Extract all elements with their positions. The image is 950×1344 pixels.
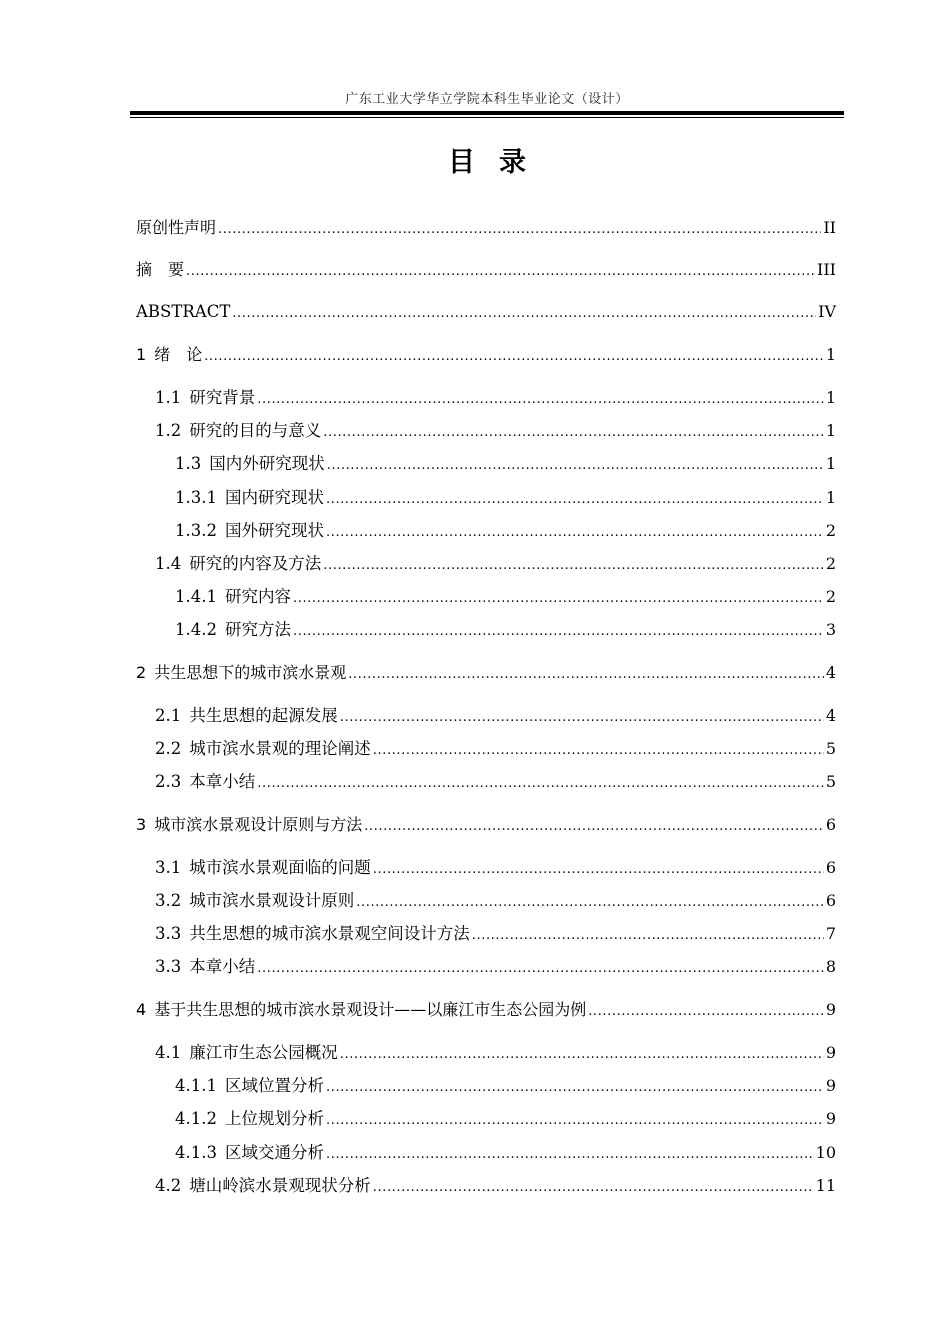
- toc-entry-number: 3.2: [155, 891, 182, 910]
- toc-entry-3-2[interactable]: [155, 890, 836, 914]
- toc-entry-number: 1.3: [175, 454, 202, 473]
- toc-leader-dots: [293, 621, 824, 643]
- toc-entry-chapter-2[interactable]: [136, 662, 836, 686]
- toc-leader-dots: [232, 303, 816, 325]
- toc-entry-page: 3: [825, 620, 836, 639]
- toc-entry-text: 本章小结: [189, 772, 256, 791]
- toc-entry-number: 1.3.1: [175, 488, 217, 507]
- toc-entry-page: 6: [825, 858, 836, 877]
- toc-entry-text: 城市滨水景观设计原则与方法: [154, 815, 363, 834]
- toc-entry-text: 绪 论: [154, 345, 203, 364]
- toc-entry-page: 8: [825, 957, 836, 976]
- toc-entry-number: 4.1.2: [175, 1109, 217, 1128]
- toc-leader-dots: [257, 389, 824, 411]
- toc-entry-number: 2.3: [155, 772, 182, 791]
- toc-entry-text: 区域交通分析: [224, 1143, 324, 1162]
- toc-entry-page: IV: [818, 302, 836, 321]
- toc-entry-text: 廉江市生态公园概况: [189, 1043, 338, 1062]
- toc-entry-1-1[interactable]: [155, 387, 836, 411]
- toc-entry-declaration[interactable]: [136, 217, 836, 241]
- toc-entry-number: 2: [136, 663, 147, 682]
- toc-entry-number: 4.1: [155, 1043, 182, 1062]
- toc-leader-dots: [218, 219, 821, 241]
- toc-leader-dots: [326, 489, 824, 511]
- toc-leader-dots: [348, 664, 824, 686]
- toc-leader-dots: [472, 925, 824, 947]
- toc-entry-text: 塘山岭滨水景观现状分析: [189, 1176, 371, 1195]
- toc-entry-text: 研究的目的与意义: [189, 421, 322, 440]
- toc-entry-chapter-4[interactable]: [136, 999, 836, 1023]
- toc-entry-number: 1.4.1: [175, 587, 217, 606]
- toc-entry-text: 共生思想的城市滨水景观空间设计方法: [189, 924, 470, 943]
- toc-entry-text: 原创性声明: [136, 218, 217, 237]
- toc-leader-dots: [323, 422, 824, 444]
- toc-entry-page: 1: [825, 421, 836, 440]
- toc-entry-page: 9: [825, 1109, 836, 1128]
- toc-entry-abstract-cn[interactable]: [136, 259, 836, 283]
- toc-entry-page: 4: [825, 663, 836, 682]
- toc-entry-text: 国内外研究现状: [209, 454, 325, 473]
- toc-entry-3-3[interactable]: [155, 923, 836, 947]
- toc-entry-2-2[interactable]: [155, 738, 836, 762]
- toc-entry-number: 3: [136, 815, 147, 834]
- toc-entry-text: 国内研究现状: [224, 488, 324, 507]
- toc-entry-text: 本章小结: [189, 957, 256, 976]
- toc-entry-text: 区域位置分析: [224, 1076, 324, 1095]
- toc-leader-dots: [326, 1077, 824, 1099]
- toc-leader-dots: [373, 859, 824, 881]
- toc-entry-1-2[interactable]: [155, 420, 836, 444]
- toc-entry-text: 城市滨水景观面临的问题: [189, 858, 371, 877]
- toc-entry-4-1[interactable]: [155, 1042, 836, 1066]
- toc-entry-1-4[interactable]: [155, 553, 836, 577]
- toc-leader-dots: [356, 892, 824, 914]
- toc-entry-1-3-2[interactable]: [175, 520, 836, 544]
- toc-entry-page: III: [817, 260, 836, 279]
- toc-entry-text: 上位规划分析: [224, 1109, 324, 1128]
- toc-entry-text: 城市滨水景观设计原则: [189, 891, 355, 910]
- toc-entry-page: 7: [825, 924, 836, 943]
- toc-leader-dots: [186, 261, 815, 283]
- toc-entry-text: 研究内容: [224, 587, 291, 606]
- toc-entry-number: 1.1: [155, 388, 182, 407]
- toc-entry-page: 6: [825, 815, 836, 834]
- toc-entry-4-1-2[interactable]: [175, 1108, 836, 1132]
- toc-entry-page: 11: [815, 1176, 836, 1195]
- toc-entry-page: 9: [825, 1043, 836, 1062]
- toc-leader-dots: [326, 1144, 814, 1166]
- toc-entry-page: II: [823, 218, 836, 237]
- toc-entry-page: 2: [825, 521, 836, 540]
- toc-entry-2-1[interactable]: [155, 705, 836, 729]
- toc-entry-3-summary[interactable]: [155, 956, 836, 980]
- toc-leader-dots: [257, 958, 824, 980]
- toc-entry-number: 3.3: [155, 924, 182, 943]
- toc-entry-text: 研究背景: [189, 388, 256, 407]
- toc-entry-text: 共生思想的起源发展: [189, 706, 338, 725]
- header-rule-thick: [130, 111, 844, 115]
- toc-entry-number: 4.1.3: [175, 1143, 217, 1162]
- toc-leader-dots: [373, 1177, 814, 1199]
- toc-leader-dots: [340, 1044, 824, 1066]
- toc-entry-3-1[interactable]: [155, 857, 836, 881]
- toc-entry-text: 研究方法: [224, 620, 291, 639]
- toc-leader-dots: [364, 816, 824, 838]
- toc-entry-number: 1.3.2: [175, 521, 217, 540]
- toc-entry-page: 9: [825, 1000, 836, 1019]
- toc-entry-page: 2: [825, 587, 836, 606]
- toc-entry-chapter-1[interactable]: [136, 344, 836, 368]
- toc-entry-text: 共生思想下的城市滨水景观: [154, 663, 347, 682]
- toc-leader-dots: [588, 1001, 824, 1023]
- toc-leader-dots: [204, 346, 824, 368]
- toc-entry-4-2[interactable]: [155, 1175, 836, 1199]
- toc-entry-number: 4: [136, 1000, 147, 1019]
- toc-entry-chapter-3[interactable]: [136, 814, 836, 838]
- toc-entry-number: 4.1.1: [175, 1076, 217, 1095]
- toc-entry-number: 2.1: [155, 706, 182, 725]
- toc-leader-dots: [257, 773, 824, 795]
- toc-entry-number: 1.4.2: [175, 620, 217, 639]
- toc-entry-2-3[interactable]: [155, 771, 836, 795]
- toc-entry-text: 摘 要: [136, 260, 185, 279]
- toc-entry-1-3[interactable]: [175, 453, 836, 477]
- running-header: 广东工业大学华立学院本科生毕业论文（设计）: [345, 92, 629, 107]
- toc-entry-number: 4.2: [155, 1176, 182, 1195]
- toc-entry-number: 1: [136, 345, 147, 364]
- toc-entry-page: 6: [825, 891, 836, 910]
- toc-title: 目录: [448, 147, 550, 178]
- toc-entry-page: 2: [825, 554, 836, 573]
- toc-entry-page: 5: [825, 739, 836, 758]
- toc-entry-text: 基于共生思想的城市滨水景观设计——以廉江市生态公园为例: [154, 1000, 587, 1019]
- toc-leader-dots: [326, 1110, 824, 1132]
- toc-entry-4-1-1[interactable]: [175, 1075, 836, 1099]
- toc-entry-page: 9: [825, 1076, 836, 1095]
- toc-entry-text: 研究的内容及方法: [189, 554, 322, 573]
- toc-entry-text: 城市滨水景观的理论阐述: [189, 739, 371, 758]
- toc-entry-number: 2.2: [155, 739, 182, 758]
- toc-leader-dots: [340, 707, 824, 729]
- toc-entry-1-4-1[interactable]: [175, 586, 836, 610]
- toc-leader-dots: [327, 455, 824, 477]
- toc-leader-dots: [323, 555, 824, 577]
- toc-leader-dots: [326, 522, 824, 544]
- toc-entry-abstract-en[interactable]: [136, 301, 836, 325]
- toc-entry-number: 3.3: [155, 957, 182, 976]
- toc-entry-page: 1: [825, 454, 836, 473]
- header-rule-thin: [130, 117, 844, 118]
- toc-entry-page: 1: [825, 488, 836, 507]
- toc-entry-number: 3.1: [155, 858, 182, 877]
- toc-entry-number: 1.4: [155, 554, 182, 573]
- toc-entry-page: 1: [825, 345, 836, 364]
- toc-entry-page: 10: [815, 1143, 836, 1162]
- toc-entry-1-4-2[interactable]: [175, 619, 836, 643]
- toc-entry-text: 国外研究现状: [224, 521, 324, 540]
- toc-entry-page: 4: [825, 706, 836, 725]
- toc-entry-4-1-3[interactable]: [175, 1142, 836, 1166]
- toc-leader-dots: [293, 588, 824, 610]
- toc-entry-1-3-1[interactable]: [175, 487, 836, 511]
- toc-entry-number: 1.2: [155, 421, 182, 440]
- toc-leader-dots: [373, 740, 824, 762]
- toc-entry-text: ABSTRACT: [136, 302, 231, 321]
- toc-entry-page: 1: [825, 388, 836, 407]
- toc-entry-page: 5: [825, 772, 836, 791]
